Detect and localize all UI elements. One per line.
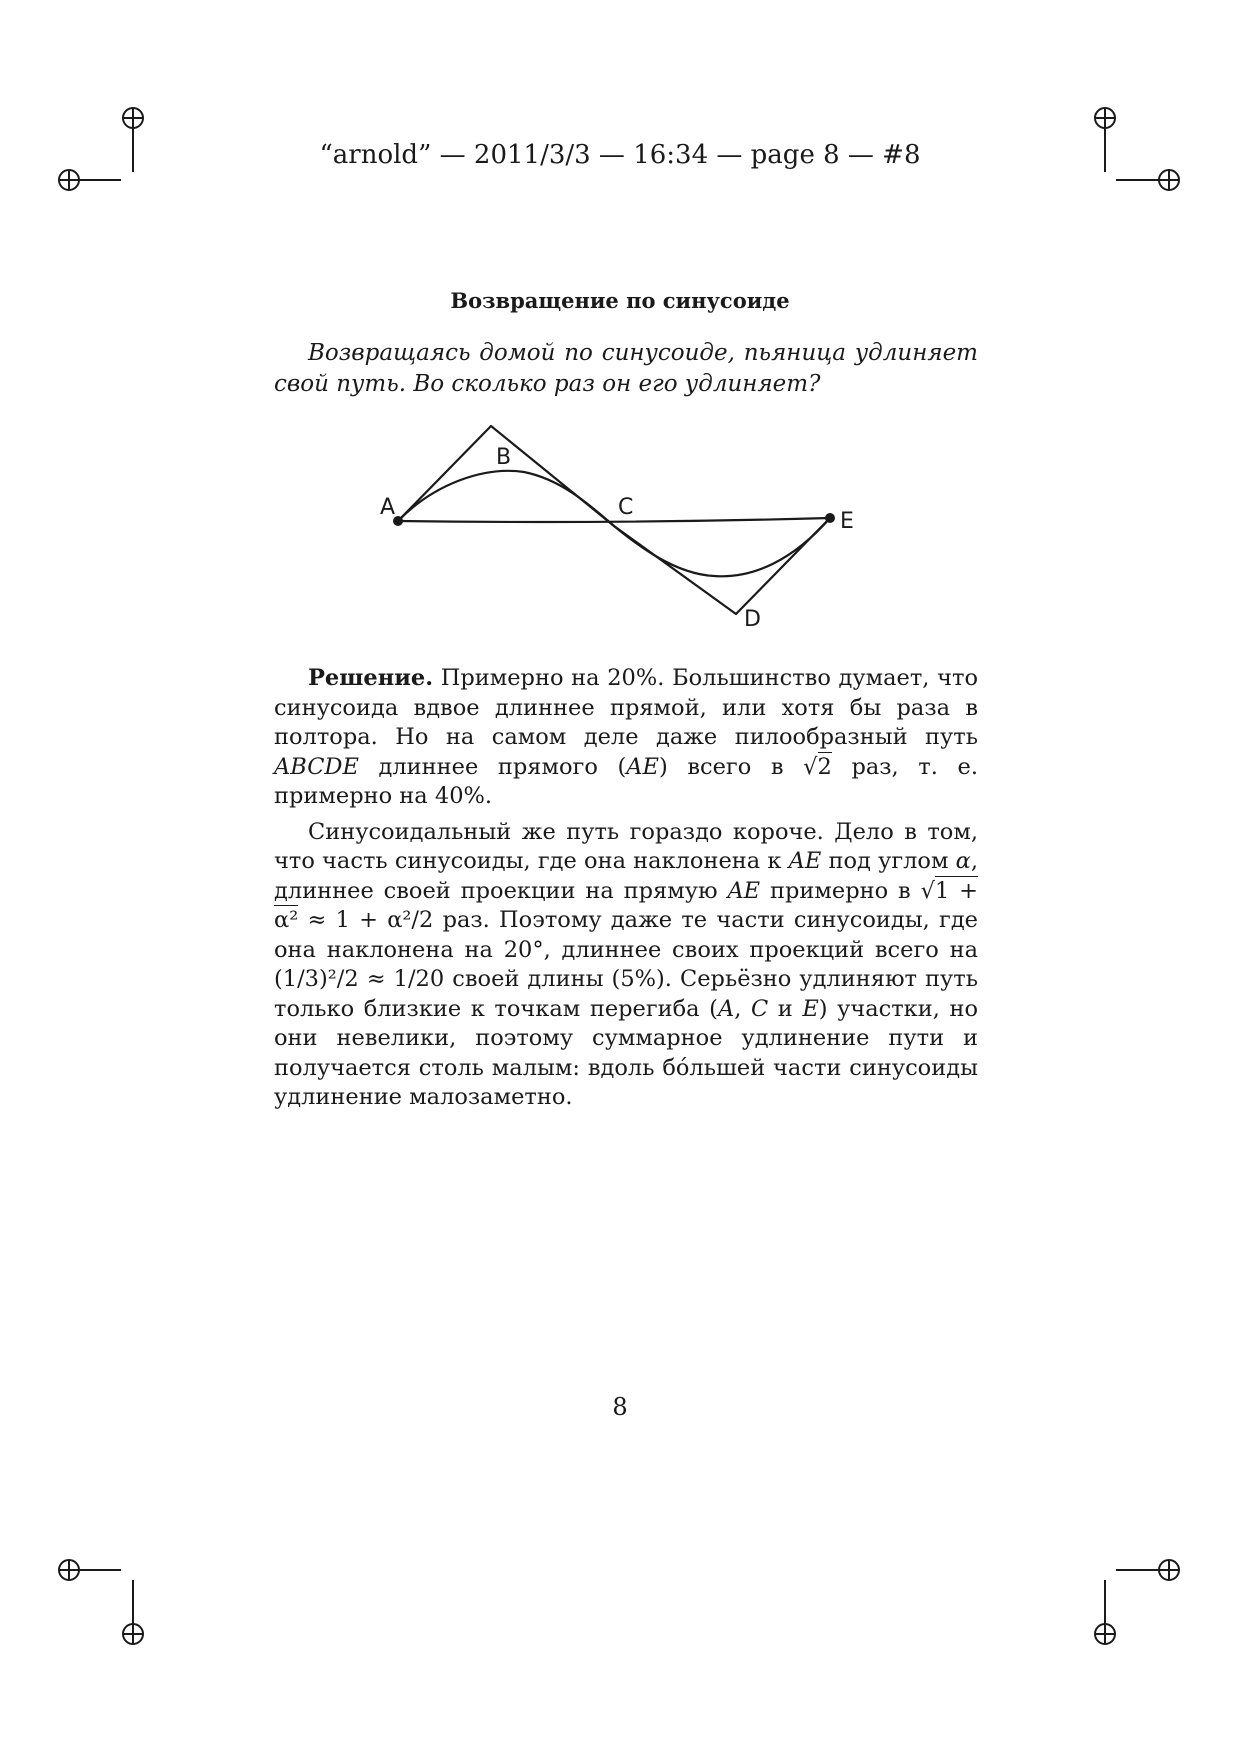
registration-mark-bottom-right-horizontal: [1116, 1560, 1179, 1580]
figure-label-e: E: [840, 509, 854, 534]
running-header: “arnold” — 2011/3/3 — 16:34 — page 8 — #8: [319, 140, 921, 170]
figure-label-b: B: [496, 445, 512, 470]
registration-mark-bottom-left-horizontal: [59, 1560, 121, 1580]
straight-line-ae: [398, 518, 830, 522]
registration-mark-top-right-horizontal: [1116, 170, 1179, 190]
registration-mark-bottom-left-vertical: [123, 1580, 143, 1644]
point-e: [825, 513, 835, 523]
figure-label-d: D: [744, 607, 761, 632]
page-number: 8: [612, 1393, 628, 1421]
section-title: Возвращение по синусоиде: [450, 288, 790, 313]
solution-text: [274, 664, 978, 1113]
solution-paragraph-2: Синусоидальный же путь гораздо короче. Дело в том, что часть синусоиды, где она наклонена к AE под углом α, длиннее своей проекции на прямую AE примерно в √1 + α² ≈ 1 + α²/2 раз. Поэтому даже те части синусоиды, где она наклонена на 20°, длиннее своих проекций всего на (1/3)²/2 ≈ 1/20 своей длины (5%). Серьёзно удлиняют путь только близкие к точкам перегиба (A, C и E) участки, но они невелики, поэтому суммарное удлинение пути и получается столь малым: вдоль бóльшей части синусоиды удлинение малозаметно.: [274, 818, 979, 1110]
registration-mark-bottom-right-vertical: [1095, 1580, 1115, 1644]
solution-paragraph-1: Решение. Примерно на 20%. Большинство думает, что синусоида вдвое длиннее прямой, или хотя бы раза в полтора. Но на самом деле даже пилообразный путь ABCDE длиннее прямого (AE) всего в √2 раз, т. е. примерно на 40%.: [274, 665, 978, 809]
figure-label-c: C: [618, 495, 634, 520]
solution-label: Решение.: [308, 665, 434, 691]
sinusoid-curve: [398, 471, 830, 576]
registration-mark-top-left-horizontal: [59, 170, 121, 190]
problem-statement: Возвращаясь домой по синусоиде, пьяница удлиняет свой путь. Во сколько раз он его удлиняет?: [274, 340, 978, 397]
sinusoid-figure: [374, 414, 874, 644]
figure-label-a: A: [380, 495, 396, 520]
